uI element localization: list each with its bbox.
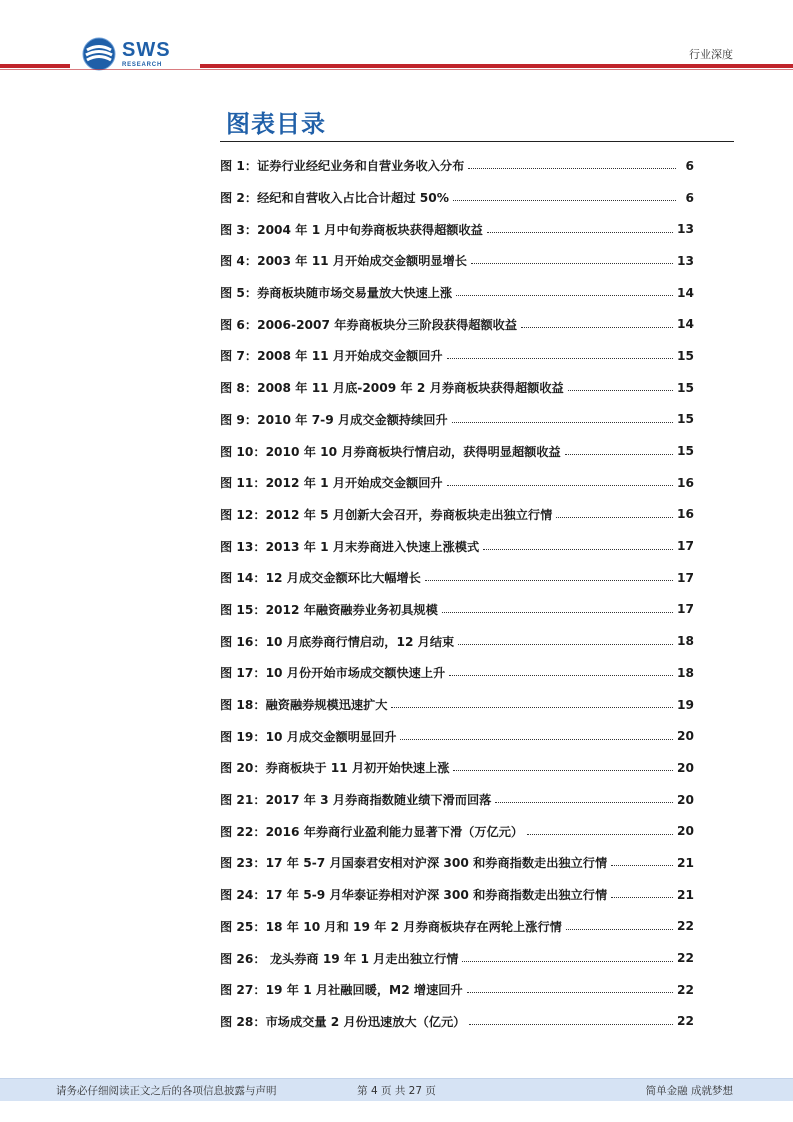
toc-dot-leader (521, 327, 673, 328)
header-rule-left (0, 64, 70, 68)
toc-entry[interactable] (220, 657, 694, 689)
toc-entry[interactable] (220, 974, 694, 1006)
toc-entry[interactable] (220, 340, 694, 372)
toc-entry[interactable] (220, 530, 694, 562)
toc-entry-page: 14 (677, 285, 694, 300)
toc-entry-label: 图 11：2012 年 1 月开始成交金额回升 (220, 476, 443, 491)
toc-dot-leader (566, 929, 673, 930)
toc-dot-leader (452, 422, 673, 423)
footer-slogan: 简单金融 成就梦想 (645, 1084, 733, 1097)
toc-entry-page: 21 (677, 887, 694, 902)
toc-entry-label: 图 10：2010 年 10 月券商板块行情启动，获得明显超额收益 (220, 444, 561, 459)
toc-entry-label: 图 1：证券行业经纪业务和自营业务收入分布 (220, 159, 465, 174)
toc-entry-page: 17 (677, 602, 694, 617)
toc-entry-page: 20 (677, 824, 694, 839)
toc-entry[interactable] (220, 594, 694, 626)
toc-entry-label: 图 19：10 月成交金额明显回升 (220, 729, 397, 744)
toc-entry-label: 图 16：10 月底券商行情启动，12 月结束 (220, 634, 455, 649)
toc-entry[interactable] (220, 752, 694, 784)
company-logo (82, 36, 171, 72)
toc-entry-label: 图 4：2003 年 11 月开始成交金额明显增长 (220, 254, 467, 269)
toc-dot-leader (495, 802, 673, 803)
page-title: 图表目录 (226, 110, 326, 138)
toc-entry-label: 图 12：2012 年 5 月创新大会召开，券商板块走出独立行情 (220, 507, 553, 522)
toc-entry[interactable] (220, 372, 694, 404)
toc-entry-page: 22 (677, 1014, 694, 1029)
toc-entry[interactable] (220, 213, 694, 245)
toc-entry-page: 20 (677, 760, 694, 775)
toc-entry-page: 15 (677, 412, 694, 427)
toc-dot-leader (456, 295, 673, 296)
toc-entry-page: 13 (677, 222, 694, 237)
toc-entry[interactable] (220, 308, 694, 340)
toc-entry-page: 16 (677, 507, 694, 522)
toc-entry-label: 图 15：2012 年融资融券业务初具规模 (220, 602, 438, 617)
toc-entry-label: 图 3：2004 年 1 月中旬券商板块获得超额收益 (220, 222, 483, 237)
toc-entry-page: 21 (677, 855, 694, 870)
toc-entry-label: 图 17：10 月份开始市场成交额快速上升 (220, 666, 446, 681)
toc-entry-label: 图 2：经纪和自营收入占比合计超过 50% (220, 191, 449, 206)
toc-entry[interactable] (220, 784, 694, 816)
toc-entry-page: 16 (677, 475, 694, 490)
toc-entry-page: 6 (685, 190, 694, 205)
toc-entry-page: 15 (677, 348, 694, 363)
toc-dot-leader (462, 961, 673, 962)
toc-entry[interactable] (220, 562, 694, 594)
toc-entry[interactable] (220, 404, 694, 436)
toc-entry[interactable] (220, 847, 694, 879)
toc-entry-label: 图 5：券商板块随市场交易量放大快速上涨 (220, 286, 453, 301)
toc-entry-page: 15 (677, 444, 694, 459)
toc-dot-leader (471, 263, 673, 264)
toc-entry-label: 图 9：2010 年 7-9 月成交金额持续回升 (220, 412, 448, 427)
toc-entry-label: 图 28：市场成交量 2 月份迅速放大（亿元） (220, 1014, 466, 1029)
toc-dot-leader (447, 485, 673, 486)
footer-page-info: 第 4 页 共 27 页 (357, 1084, 436, 1097)
toc-entry-page: 15 (677, 380, 694, 395)
toc-entry-page: 19 (677, 697, 694, 712)
title-divider (220, 141, 734, 142)
footer-disclaimer: 请务必仔细阅读正文之后的各项信息披露与声明 (56, 1084, 277, 1097)
toc-entry-page: 14 (677, 317, 694, 332)
toc-dot-leader (568, 390, 673, 391)
toc-entry[interactable] (220, 150, 694, 182)
toc-dot-leader (453, 200, 676, 201)
toc-entry[interactable] (220, 625, 694, 657)
toc-entry-label: 图 25：18 年 10 月和 19 年 2 月券商板块存在两轮上涨行情 (220, 919, 562, 934)
logo-sub-text: RESEARCH (122, 62, 163, 68)
toc-dot-leader (467, 992, 673, 993)
toc-entry-label: 图 13：2013 年 1 月末券商进入快速上涨模式 (220, 539, 480, 554)
toc-dot-leader (611, 897, 673, 898)
toc-entry[interactable] (220, 245, 694, 277)
report-type: 行业深度 (689, 48, 733, 61)
page-footer (0, 1078, 793, 1101)
toc-entry-label: 图 20：券商板块于 11 月初开始快速上涨 (220, 761, 450, 776)
toc-entry-page: 22 (677, 951, 694, 966)
toc-entry-page: 18 (677, 634, 694, 649)
toc-dot-leader (458, 644, 673, 645)
toc-dot-leader (483, 549, 673, 550)
toc-entry-label: 图 6：2006-2007 年券商板块分三阶段获得超额收益 (220, 317, 518, 332)
toc-entry[interactable] (220, 815, 694, 847)
toc-dot-leader (469, 1024, 673, 1025)
toc-entry-page: 17 (677, 539, 694, 554)
toc-entry-label: 图 24：17 年 5-9 月华泰证券相对沪深 300 和券商指数走出独立行情 (220, 888, 608, 903)
toc-entry[interactable] (220, 942, 694, 974)
toc-entry-page: 18 (677, 665, 694, 680)
toc-dot-leader (400, 739, 673, 740)
toc-entry[interactable] (220, 1006, 694, 1038)
toc-dot-leader (442, 612, 673, 613)
toc-entry-page: 17 (677, 570, 694, 585)
toc-entry[interactable] (220, 467, 694, 499)
toc-entry[interactable] (220, 911, 694, 943)
toc-entry-page: 22 (677, 982, 694, 997)
toc-dot-leader (453, 770, 673, 771)
toc-dot-leader (447, 358, 673, 359)
toc-entry[interactable] (220, 182, 694, 214)
toc-dot-leader (556, 517, 673, 518)
toc-entry[interactable] (220, 435, 694, 467)
toc-entry-page: 6 (685, 158, 694, 173)
toc-dot-leader (487, 232, 673, 233)
toc-dot-leader (611, 865, 673, 866)
figure-toc-list (220, 150, 694, 1037)
toc-dot-leader (391, 707, 673, 708)
toc-entry-page: 20 (677, 792, 694, 807)
toc-entry-label: 图 14：12 月成交金额环比大幅增长 (220, 571, 421, 586)
toc-entry-page: 13 (677, 253, 694, 268)
header-rule-thin (0, 69, 793, 70)
toc-entry-label: 图 18：融资融券规模迅速扩大 (220, 698, 388, 713)
toc-entry-label: 图 21：2017 年 3 月券商指数随业绩下滑而回落 (220, 793, 492, 808)
toc-entry-page: 20 (677, 729, 694, 744)
toc-dot-leader (565, 454, 673, 455)
toc-entry-label: 图 23：17 年 5-7 月国泰君安相对沪深 300 和券商指数走出独立行情 (220, 856, 608, 871)
toc-entry-label: 图 7：2008 年 11 月开始成交金额回升 (220, 349, 443, 364)
toc-dot-leader (425, 580, 673, 581)
toc-dot-leader (449, 675, 673, 676)
toc-entry-page: 22 (677, 919, 694, 934)
toc-dot-leader (468, 168, 676, 169)
header-rule-right (200, 64, 793, 68)
toc-entry[interactable] (220, 499, 694, 531)
toc-entry[interactable] (220, 879, 694, 911)
toc-entry-label: 图 26： 龙头券商 19 年 1 月走出独立行情 (220, 951, 459, 966)
toc-entry-label: 图 27：19 年 1 月社融回暖，M2 增速回升 (220, 983, 463, 998)
toc-entry[interactable] (220, 720, 694, 752)
toc-entry-label: 图 22：2016 年券商行业盈利能力显著下滑（万亿元） (220, 824, 524, 839)
toc-dot-leader (527, 834, 673, 835)
toc-entry[interactable] (220, 689, 694, 721)
toc-entry-label: 图 8：2008 年 11 月底-2009 年 2 月券商板块获得超额收益 (220, 381, 564, 396)
sws-logo-icon (82, 37, 116, 71)
toc-entry[interactable] (220, 277, 694, 309)
logo-main-text: SWS (122, 39, 171, 61)
